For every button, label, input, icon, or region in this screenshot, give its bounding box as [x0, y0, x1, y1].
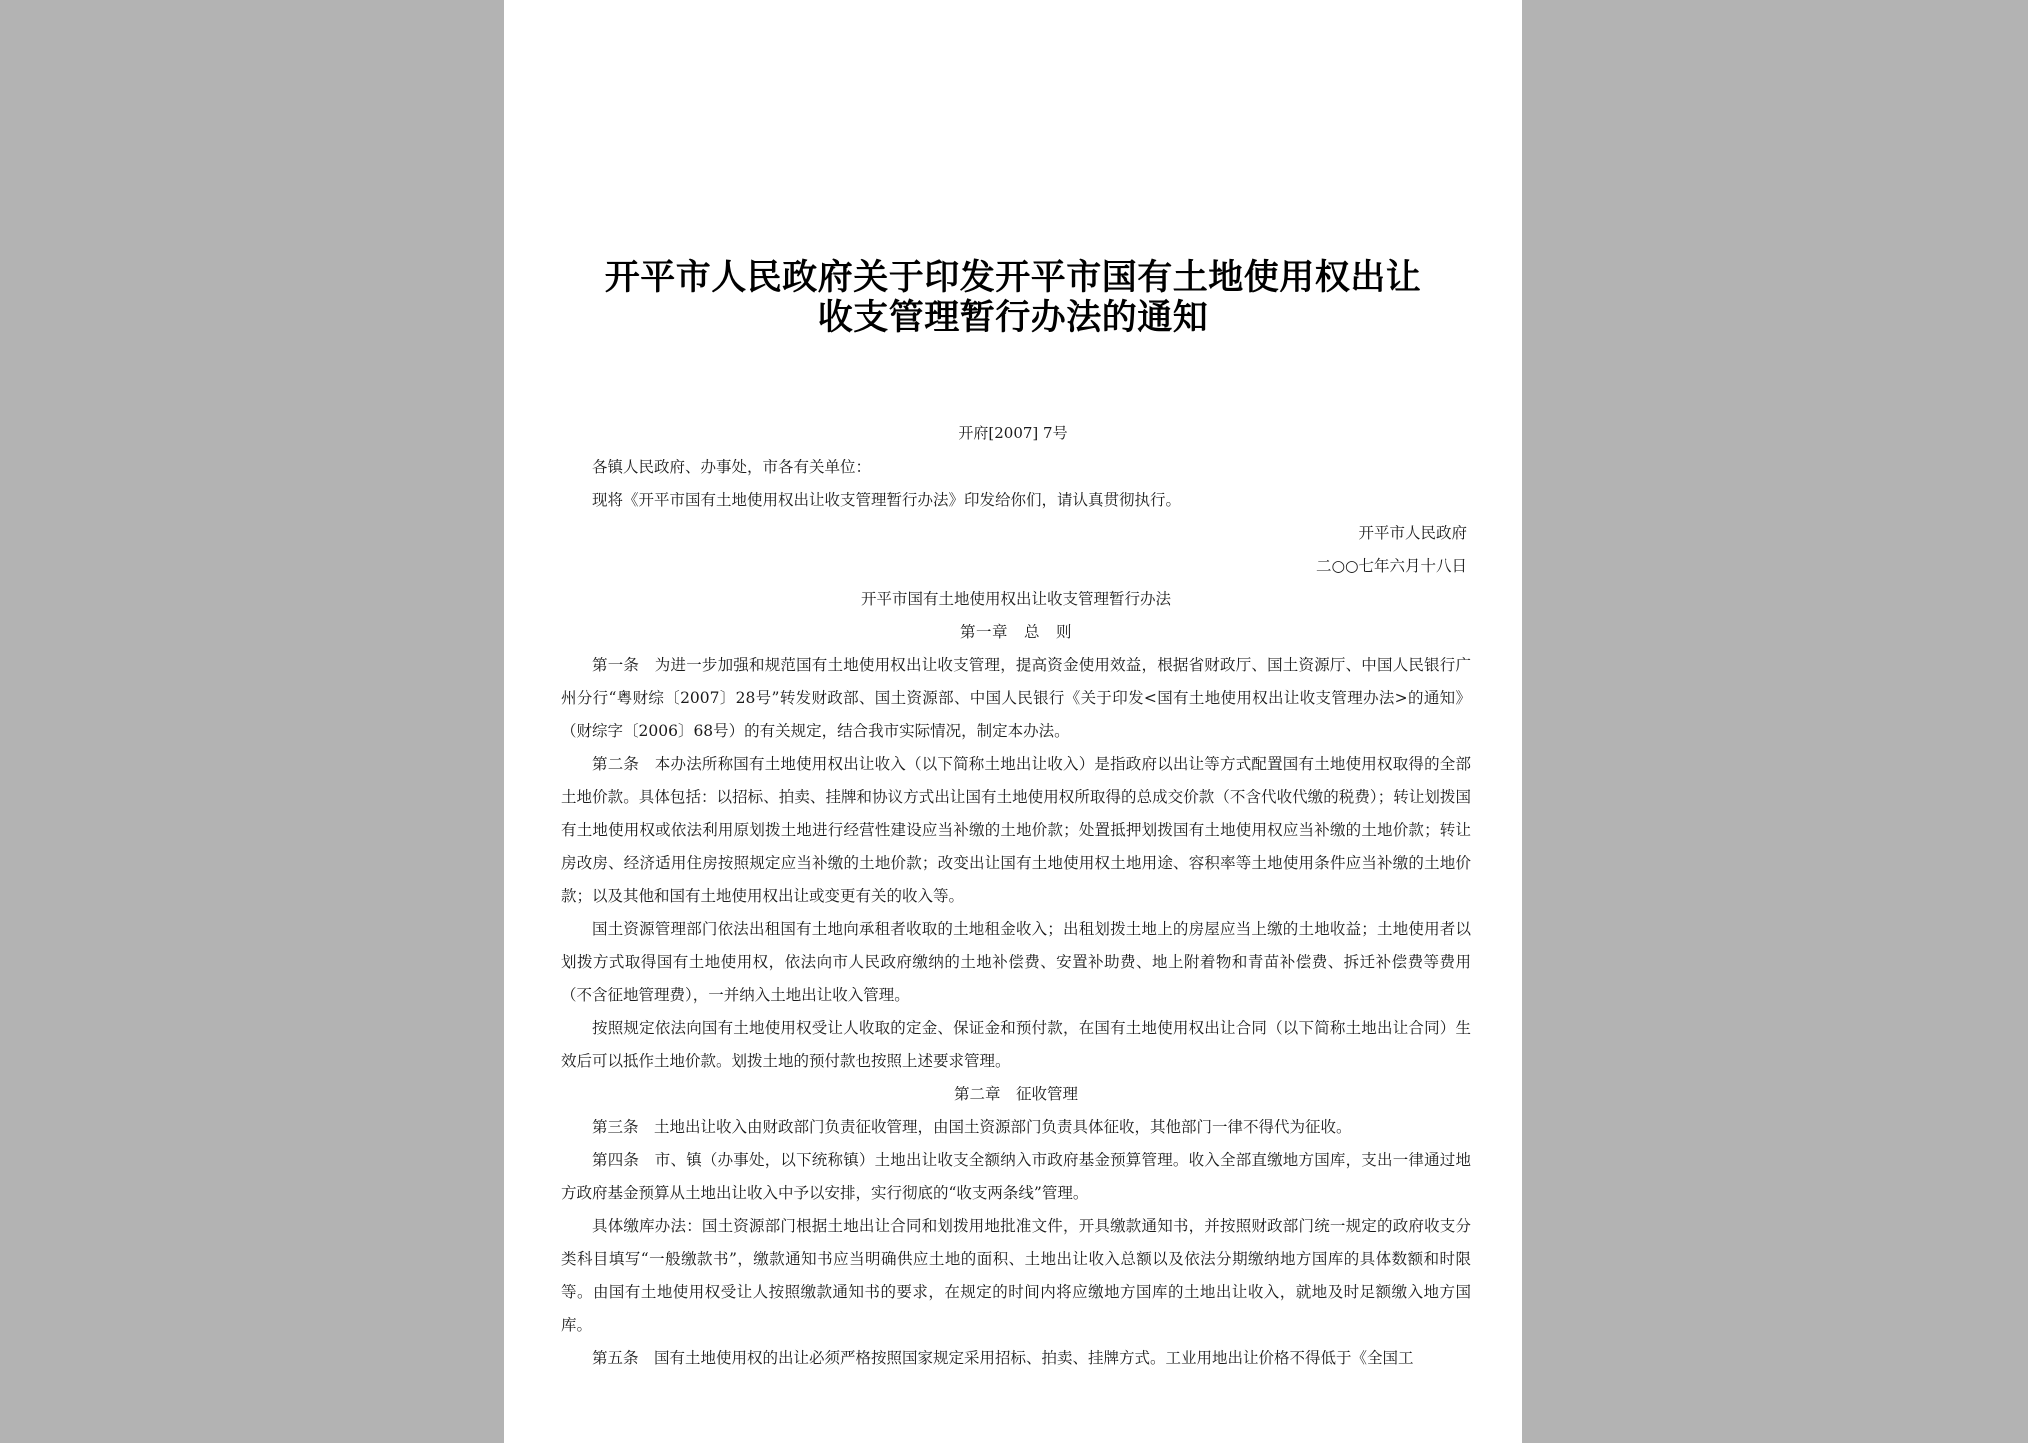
- document-number: 开府[2007] 7号: [958, 424, 1068, 442]
- article-2-paragraph-3: 按照规定依法向国有土地使用权受让人收取的定金、保证金和预付款，在国有土地使用权出让合同（以下简称土地出让合同）生效后可以抵作土地价款。划拨土地的预付款也按照上述要求管理。: [561, 1019, 1471, 1070]
- document-page: [504, 0, 1522, 1443]
- article-2: 第二条 本办法所称国有土地使用权出让收入（以下简称土地出让收入）是指政府以出让等方式配置国有土地使用权取得的全部土地价款。具体包括：以招标、拍卖、挂牌和协议方式出让国有土地使用权所取得的总成交价款（不含代收代缴的税费）；转让划拨国有土地使用权或依法利用原划拨土地进行经营性建设应当补缴的土地价款；处置抵押划拨国有土地使用权应当补缴的土地价款；转让房改房、经济适用住房按照规定应当补缴的土地价款；改变出让国有土地使用权土地用途、容积率等土地使用条件应当补缴的土地价款；以及其他和国有土地使用权出让或变更有关的收入等。: [561, 755, 1471, 905]
- document-title: [544, 258, 1482, 338]
- title-line-1: 开平市人民政府关于印发开平市国有土地使用权出让: [604, 257, 1422, 298]
- intro-paragraph: 现将《开平市国有土地使用权出让收支管理暂行办法》印发给你们，请认真贯彻执行。: [592, 491, 1182, 509]
- article-2-paragraph-2: 国土资源管理部门依法出租国有土地向承租者收取的土地租金收入；出租划拨土地上的房屋应当上缴的土地收益；土地使用者以划拨方式取得国有土地使用权，依法向市人民政府缴纳的土地补偿费、安置补助费、地上附着物和青苗补偿费、拆迁补偿费等费用（不含征地管理费），一并纳入土地出让收入管理。: [561, 920, 1471, 1004]
- addressee: 各镇人民政府、办事处，市各有关单位：: [592, 458, 872, 476]
- article-4: 第四条 市、镇（办事处，以下统称镇）土地出让收支全额纳入市政府基金预算管理。收入全部直缴地方国库，支出一律通过地方政府基金预算从土地出让收入中予以安排，实行彻底的“收支两条线”管理。: [561, 1151, 1471, 1202]
- issue-date: 二○○七年六月十八日: [1315, 557, 1467, 575]
- article-5: 第五条 国有土地使用权的出让必须严格按照国家规定采用招标、拍卖、挂牌方式。工业用地出让价格不得低于《全国工: [592, 1349, 1414, 1367]
- article-4-paragraph-2: 具体缴库办法：国土资源部门根据土地出让合同和划拨用地批准文件，开具缴款通知书，并按照财政部门统一规定的政府收支分类科目填写“一般缴款书”，缴款通知书应当明确供应土地的面积、土地出让收入总额以及依法分期缴纳地方国库的具体数额和时限等。由国有土地使用权受让人按照缴款通知书的要求，在规定的时间内将应缴地方国库的土地出让收入，就地及时足额缴入地方国库。: [561, 1217, 1471, 1334]
- article-3: 第三条 土地出让收入由财政部门负责征收管理，由国土资源部门负责具体征收，其他部门一律不得代为征收。: [592, 1118, 1352, 1136]
- chapter-1-heading: 第一章 总 则: [959, 623, 1072, 641]
- title-line-2: 收支管理暂行办法的通知: [817, 297, 1209, 338]
- chapter-2-heading: 第二章 征收管理: [953, 1085, 1078, 1103]
- article-1: 第一条 为进一步加强和规范国有土地使用权出让收支管理，提高资金使用效益，根据省财政厅、国土资源厅、中国人民银行广州分行“粤财综〔2007〕28号”转发财政部、国土资源部、中国人民银行《关于印发<国有土地使用权出让收支管理办法>的通知》（财综字〔2006〕68号）的有关规定，结合我市实际情况，制定本办法。: [561, 656, 1471, 740]
- issuer: 开平市人民政府: [1358, 524, 1467, 542]
- measures-title: 开平市国有土地使用权出让收支管理暂行办法: [860, 590, 1171, 608]
- document-body: [561, 451, 1471, 1375]
